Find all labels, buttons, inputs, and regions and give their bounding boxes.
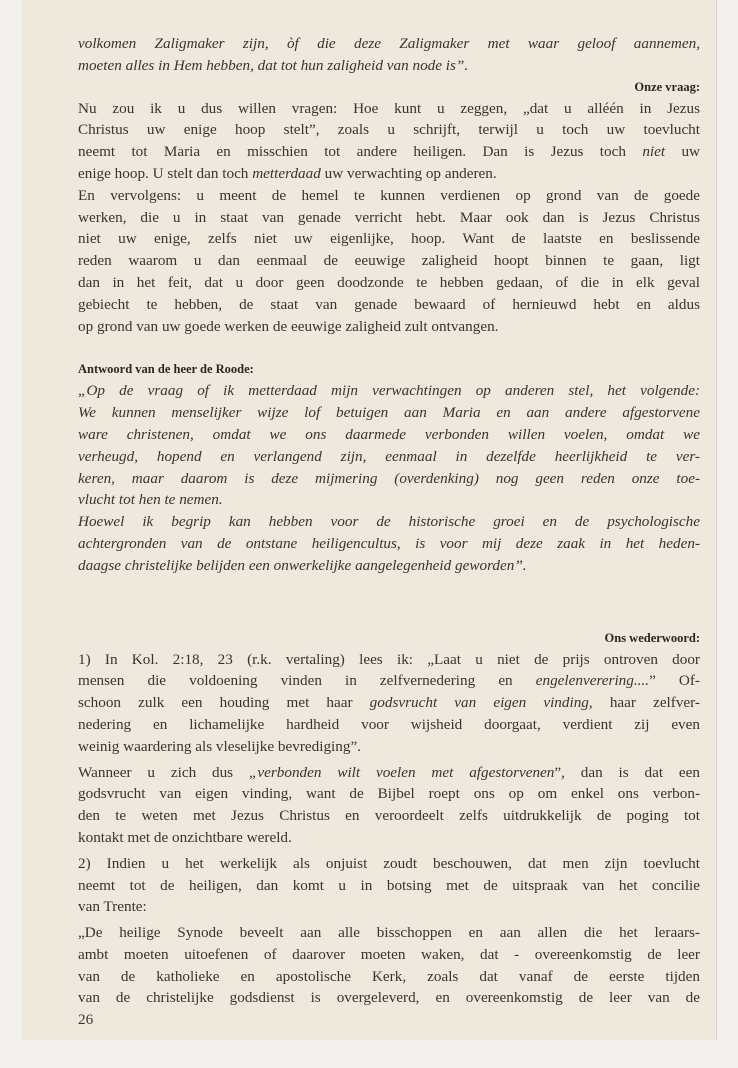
question-line: niet uw enige, zelfs niet uw eigenlijke, hoop. Want de laatste en beslissende xyxy=(78,230,700,248)
answer-line: achtergronden van de ontstane heiligencultus, is voor mij deze zaak in het heden- xyxy=(78,534,700,552)
reply-line xyxy=(78,762,700,784)
text: enige hoop. U stelt dan toch xyxy=(78,164,253,182)
reply-line xyxy=(78,692,700,714)
reply-line: nedering en lichamelijke hardheid voor wijsheid doorgaat, verdient zij even xyxy=(78,715,700,733)
question-line: gebiecht te hebben, de staat van genade bewaard of hernieuwd hebt en aldus xyxy=(78,295,700,313)
question-line: op grond van uw goede werken de eeuwige zaligheid zult ontvangen. xyxy=(78,317,499,335)
emphasis: „verbonden wilt voelen met afgestorvenen xyxy=(248,763,555,781)
answer-line: verheugd, hopend en verlangend zijn, eenmaal in dezelfde heerlijkheid te ver- xyxy=(78,447,700,465)
question-line xyxy=(78,141,700,163)
text: uw verwachting op anderen. xyxy=(320,164,497,182)
question-line: werken, die u in staat van genade verricht hebt. Maar ook dan is Jezus Christus xyxy=(78,208,700,226)
reply-line: kontakt met de onzichtbare wereld. xyxy=(78,828,292,846)
emphasis: engelenverering.... xyxy=(535,672,650,690)
emphasis: metterdaad xyxy=(252,164,321,182)
question-line: reden waarom u dan eenmaal de eeuwige zaligheid hoopt binnen te gaan, ligt xyxy=(78,252,700,270)
reply-line: neemt tot de heiligen, dan komt u in botsing met de uitspraak van het concilie xyxy=(78,876,700,894)
answer-line: keren, maar daarom is deze mijmering (overdenking) nog geen reden onze toe- xyxy=(78,469,700,487)
text: , haar zelfver- xyxy=(588,694,700,712)
text: ”, dan is dat een xyxy=(554,763,700,781)
reply-line: weinig waardering als vleselijke bevrediging”. xyxy=(78,737,361,755)
reply-line: 2) Indien u het werkelijk als onjuist zoudt beschouwen, dat men zijn toevlucht xyxy=(78,854,700,872)
reply-line: van Trente: xyxy=(78,898,147,916)
question-heading: Onze vraag: xyxy=(634,79,700,94)
answer-line: „Op de vraag of ik metterdaad mijn verwachtingen op anderen stel, het volgende: xyxy=(78,382,700,400)
text: Wanneer u zich dus xyxy=(78,763,249,781)
reply-line: den te weten met Jezus Christus en veroordeelt zelfs uitdrukkelijk de poging tot xyxy=(78,807,700,825)
text: uw xyxy=(665,143,700,161)
question-line: Christus uw enige hoop stelt”, zoals u schrijft, terwijl u toch uw toevlucht xyxy=(78,121,700,139)
emphasis: niet xyxy=(642,143,666,161)
text: schoon zulk een houding met haar xyxy=(78,694,370,712)
text: mensen die voldoening vinden in zelfvernedering en xyxy=(78,672,536,690)
answer-line: vlucht tot hen te nemen. xyxy=(78,491,223,509)
answer-line: ware christenen, omdat we ons daarmede verbonden willen voelen, omdat we xyxy=(78,425,700,443)
intro-line: moeten alles in Hem hebben, dat tot hun zaligheid van node is”. xyxy=(78,56,469,74)
text: ” Of- xyxy=(649,672,700,690)
reply-line: „De heilige Synode beveelt aan alle bisschoppen en aan allen die het leraars- xyxy=(78,924,700,942)
text: neemt tot Maria en misschien tot andere heiligen. Dan is Jezus toch xyxy=(78,143,643,161)
page-text xyxy=(78,33,700,1031)
reply-line: ambt moeten uitoefenen of daarover moeten waken, dat - overeenkomstig de leer xyxy=(78,945,700,963)
emphasis: godsvrucht van eigen vinding xyxy=(369,694,589,712)
answer-heading: Antwoord van de heer de Roode: xyxy=(78,362,254,377)
book-page xyxy=(22,0,716,1040)
reply-line: van de katholieke en apostolische Kerk, zoals dat vanaf de eerste tijden xyxy=(78,967,700,985)
reply-line: 1) In Kol. 2:18, 23 (r.k. vertaling) lees ik: „Laat u niet de prijs ontroven door xyxy=(78,650,700,668)
answer-line: Hoewel ik begrip kan hebben voor de historische groei en de psychologische xyxy=(78,513,700,531)
answer-line: daagse christelijke belijden een onwerkelijke aangelegenheid geworden”. xyxy=(78,556,527,574)
reply-line xyxy=(78,670,700,692)
question-line: Nu zou ik u dus willen vragen: Hoe kunt u zeggen, „dat u alléén in Jezus xyxy=(78,99,700,117)
question-line: dan in het feit, dat u door geen doodzonde te hebben gedaan, of die in elk geval xyxy=(78,273,700,291)
reply-heading: Ons wederwoord: xyxy=(604,630,700,645)
question-line: En vervolgens: u meent de hemel te kunnen verdienen op grond van de goede xyxy=(78,186,700,204)
reply-line: godsvrucht van eigen vinding, want de Bijbel roept ons op om enkel ons verbon- xyxy=(78,785,700,803)
answer-line: We kunnen menselijker wijze lof betuigen aan Maria en aan andere afgestorvene xyxy=(78,404,700,422)
question-line xyxy=(78,163,700,185)
reply-line: van de christelijke godsdienst is overgeleverd, en overeenkomstig de leer van de xyxy=(78,989,700,1007)
intro-line: volkomen Zaligmaker zijn, òf die deze Zaligmaker met waar geloof aannemen, xyxy=(78,35,700,52)
page-number: 26 xyxy=(78,1011,94,1029)
